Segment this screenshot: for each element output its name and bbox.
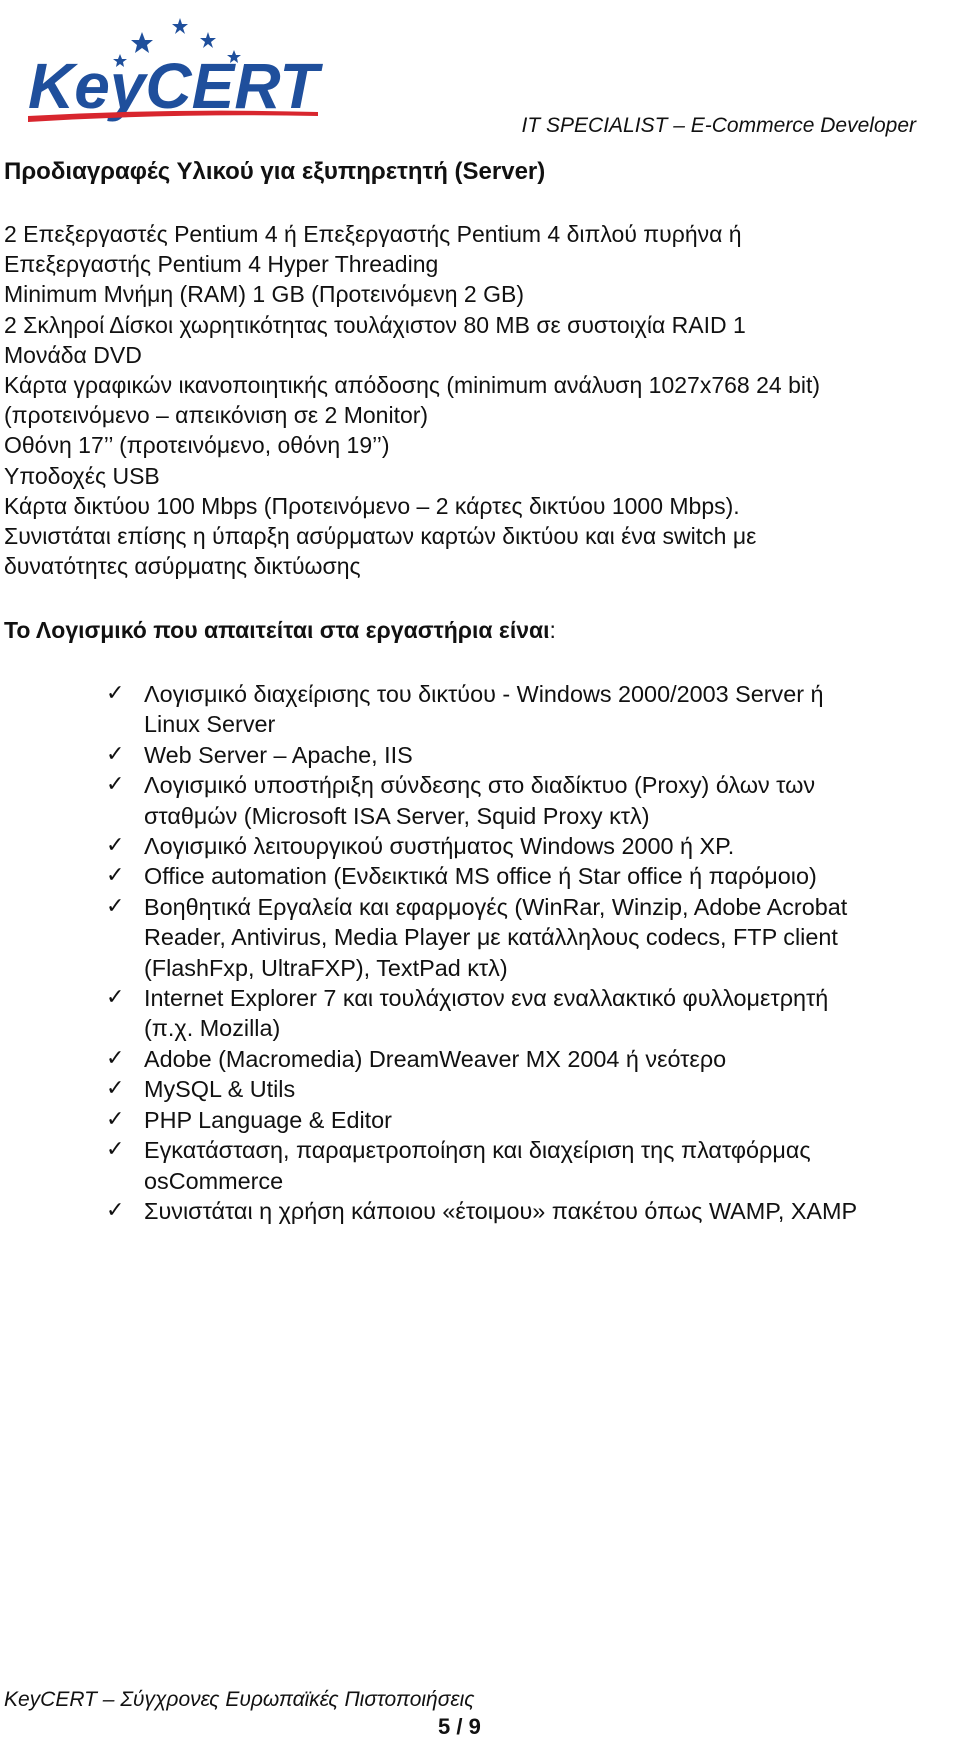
checklist-item-line: Reader, Antivirus, Media Player με κατάλληλους codecs, FTP client bbox=[144, 924, 838, 951]
software-heading-colon: : bbox=[549, 617, 556, 643]
checkmark-icon: ✓ bbox=[106, 863, 125, 889]
checklist-item bbox=[106, 1074, 857, 1104]
checkmark-icon: ✓ bbox=[106, 1137, 125, 1163]
checklist-item-line: Office automation (Ενδεικτικά MS office ή Star office ή παρόμοιο) bbox=[144, 863, 817, 890]
software-heading-text: Το Λογισμικό που απαιτείται στα εργαστήρια είναι bbox=[4, 617, 550, 643]
spec-line: Κάρτα γραφικών ικανοποιητικής απόδοσης (minimum ανάλυση 1027x768 24 bit) bbox=[4, 371, 821, 398]
checklist-item bbox=[106, 740, 857, 770]
checklist-item-line: Internet Explorer 7 και τουλάχιστον ενα εναλλακτικό φυλλομετρητή bbox=[144, 985, 829, 1012]
spec-line: (προτεινόμενο – απεικόνιση σε 2 Monitor) bbox=[4, 402, 429, 429]
spec-line: Υποδοχές USB bbox=[4, 462, 160, 489]
checkmark-icon: ✓ bbox=[106, 1197, 125, 1223]
spec-line: 2 Σκληροί Δίσκοι χωρητικότητας τουλάχιστον 80 MB σε συστοιχία RAID 1 bbox=[4, 311, 746, 338]
checklist-item-line: PHP Language & Editor bbox=[144, 1106, 392, 1133]
checklist-item-line: Συνιστάται η χρήση κάποιου «έτοιμου» πακέτου όπως WAMP, XAMP bbox=[144, 1197, 858, 1224]
checkmark-icon: ✓ bbox=[106, 1076, 125, 1102]
checkmark-icon: ✓ bbox=[106, 772, 125, 798]
checklist-item bbox=[106, 1196, 857, 1226]
spec-line: Συνιστάται επίσης η ύπαρξη ασύρματων καρτών δικτύου και ένα switch με bbox=[4, 522, 757, 549]
spec-line: Minimum Μνήμη (RAM) 1 GB (Προτεινόμενη 2 GB) bbox=[4, 281, 524, 308]
spec-line: Οθόνη 17’’ (προτεινόμενο, οθόνη 19’’) bbox=[4, 432, 390, 459]
checklist-item bbox=[106, 983, 857, 1044]
checklist-item-line: Λογισμικό διαχείρισης του δικτύου - Windows 2000/2003 Server ή bbox=[144, 681, 824, 707]
hardware-spec-list bbox=[4, 219, 820, 581]
checkmark-icon: ✓ bbox=[106, 741, 125, 767]
checklist-item-line: Βοηθητικά Εργαλεία και εφαρμογές (WinRar, Winzip, Adobe Acrobat bbox=[144, 893, 848, 920]
checklist-item-line: Adobe (Macromedia) DreamWeaver MX 2004 ή νεότερο bbox=[144, 1045, 727, 1072]
checklist-item-line: MySQL & Utils bbox=[144, 1076, 296, 1103]
checklist-item-line: (FlashFxp, UltraFXP), TextPad κτλ) bbox=[144, 954, 508, 981]
checkmark-icon: ✓ bbox=[106, 1106, 125, 1132]
checklist-item-line: Εγκατάσταση, παραμετροποίηση και διαχείριση της πλατφόρμας bbox=[144, 1137, 811, 1164]
spec-line: 2 Επεξεργαστές Pentium 4 ή Επεξεργαστής Pentium 4 διπλού πυρήνα ή bbox=[4, 221, 742, 247]
spec-line: Επεξεργαστής Pentium 4 Hyper Threading bbox=[4, 251, 439, 278]
spec-line: Μονάδα DVD bbox=[4, 341, 142, 368]
checklist-item bbox=[106, 770, 857, 831]
checklist-item-line: (π.χ. Mozilla) bbox=[144, 1015, 281, 1042]
logo-star bbox=[200, 32, 216, 48]
checklist-item-line: Λογισμικό υποστήριξη σύνδεσης στο διαδίκτυο (Proxy) όλων των bbox=[144, 772, 816, 799]
checklist-item-line: Λογισμικό λειτουργικού συστήματος Windows 2000 ή XP. bbox=[144, 833, 735, 860]
checklist-item bbox=[106, 1105, 857, 1135]
checkmark-icon: ✓ bbox=[106, 681, 125, 706]
keycert-logo bbox=[22, 10, 332, 128]
checklist-item bbox=[106, 861, 857, 891]
checkmark-icon: ✓ bbox=[106, 833, 125, 859]
checkmark-icon: ✓ bbox=[106, 893, 125, 919]
checklist-item-line: Linux Server bbox=[144, 711, 276, 738]
logo-text: KeyCERT bbox=[28, 50, 319, 122]
checklist-item bbox=[106, 892, 857, 983]
spec-line: Κάρτα δικτύου 100 Mbps (Προτεινόμενο – 2 κάρτες δικτύου 1000 Mbps). bbox=[4, 492, 740, 519]
checklist-item bbox=[106, 1135, 857, 1196]
checklist-item-line: Web Server – Apache, IIS bbox=[144, 741, 413, 768]
footer-text: KeyCERT – Σύγχρονες Ευρωπαϊκές Πιστοποιήσεις bbox=[4, 1688, 475, 1711]
checklist-item-line: σταθμών (Microsoft ISA Server, Squid Proxy κτλ) bbox=[144, 802, 650, 829]
checklist-item bbox=[106, 831, 857, 861]
software-heading bbox=[4, 617, 556, 644]
header-title: IT SPECIALIST – E-Commerce Developer bbox=[521, 114, 916, 137]
hardware-heading: Προδιαγραφές Υλικού για εξυπηρετητή (Server) bbox=[4, 158, 546, 185]
page-number: 5 / 9 bbox=[438, 1714, 481, 1739]
checklist-item bbox=[106, 1044, 857, 1074]
checklist-item-line: osCommerce bbox=[144, 1167, 284, 1194]
checklist-item bbox=[106, 679, 857, 740]
logo-star bbox=[172, 18, 188, 34]
software-checklist bbox=[106, 679, 857, 1226]
checkmark-icon: ✓ bbox=[106, 1045, 125, 1071]
checkmark-icon: ✓ bbox=[106, 985, 125, 1011]
spec-line: δυνατότητες ασύρματης δικτύωσης bbox=[4, 553, 361, 580]
